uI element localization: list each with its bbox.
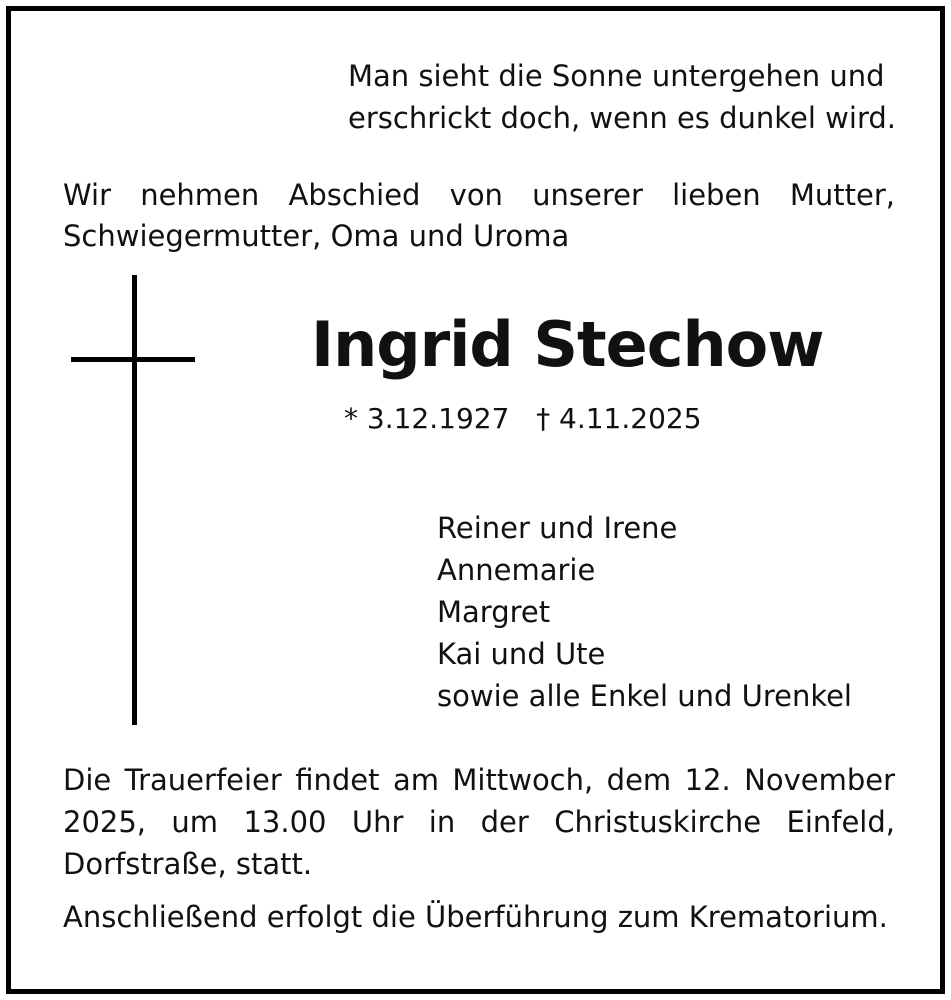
motto-line-2: erschrickt doch, wenn es dunkel wird. xyxy=(348,101,896,135)
birth-date: * 3.12.1927 xyxy=(344,402,510,435)
cross-icon xyxy=(132,275,137,725)
motto-line-1: Man sieht die Sonne untergehen und xyxy=(348,59,885,93)
life-dates xyxy=(344,397,702,441)
transfer-notice: Anschließend erfolgt die Überführung zum Krematorium. xyxy=(63,900,888,934)
deceased-name: Ingrid Stechow xyxy=(311,308,824,381)
mourner-line: sowie alle Enkel und Urenkel xyxy=(437,679,852,713)
cross-icon-bar xyxy=(71,357,195,362)
motto-quote xyxy=(348,55,896,139)
ceremony-notice: Die Trauerfeier findet am Mittwoch, dem 12. November 2025, um 13.00 Uhr in der Christuskirche Einfeld, Dorfstraße, statt. xyxy=(63,763,895,881)
death-date: † 4.11.2025 xyxy=(536,402,702,435)
mourners-list xyxy=(437,507,852,717)
mourner-line: Kai und Ute xyxy=(437,637,606,671)
intro-text: Wir nehmen Abschied von unserer lieben Mutter, Schwiegermutter, Oma und Uroma xyxy=(63,178,895,253)
mourner-line: Annemarie xyxy=(437,553,596,587)
mourner-line: Reiner und Irene xyxy=(437,511,678,545)
obituary-frame xyxy=(6,6,945,994)
mourner-line: Margret xyxy=(437,595,551,629)
